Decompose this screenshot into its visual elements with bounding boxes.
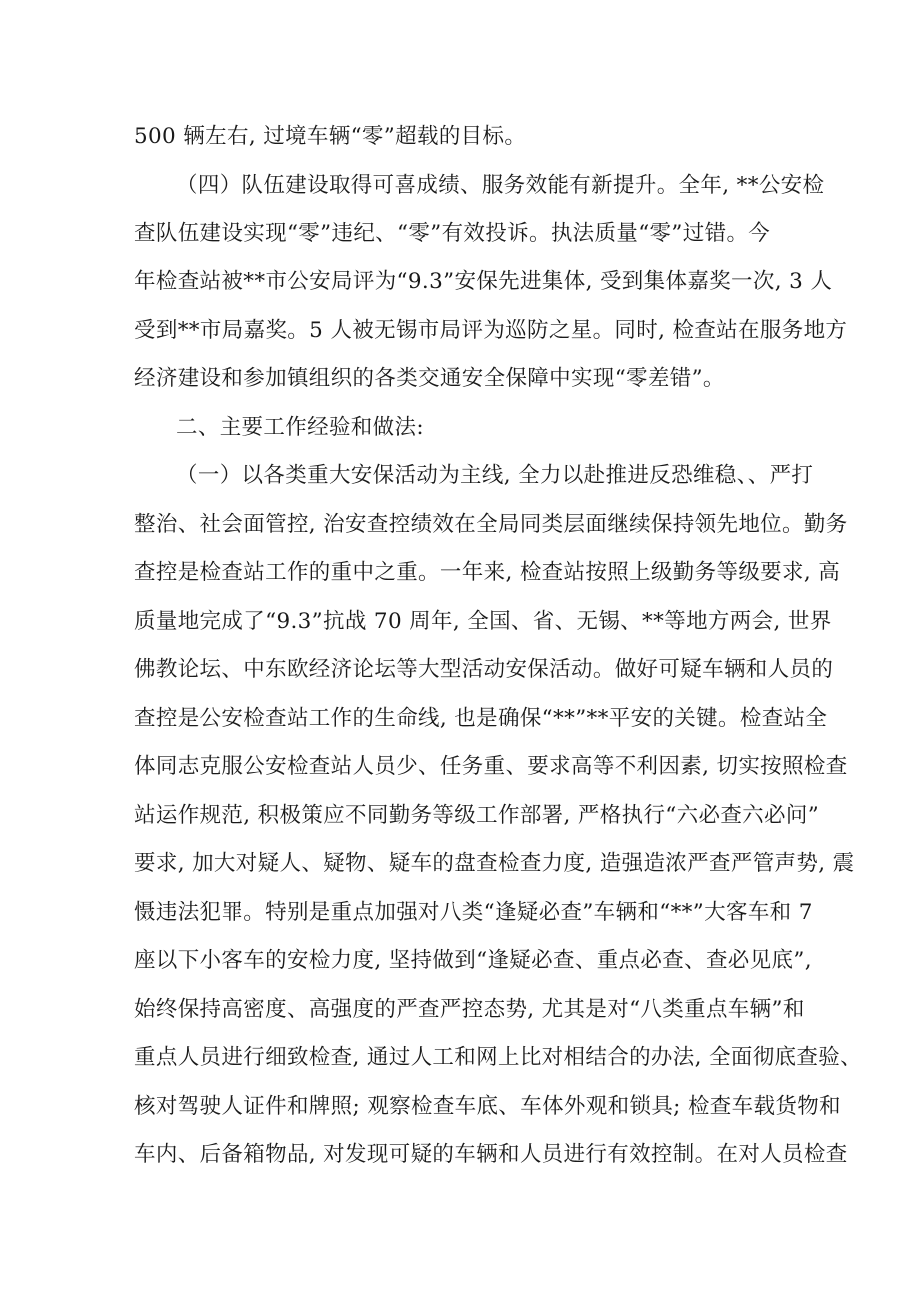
text-line-6: 经济建设和参加镇组织的各类交通安全保障中实现“零差错”。 [134, 366, 725, 391]
text-line-15: 站运作规范, 积极策应不同勤务等级工作部署, 严格执行“六必查六必问” [134, 803, 820, 828]
text-line-9: 整治、社会面管控, 治安查控绩效在全局同类层面继续保持领先地位。勤务 [134, 512, 848, 537]
text-line-22: 车内、后备箱物品, 对发现可疑的车辆和人员进行有效控制。在对人员检查 [134, 1142, 848, 1167]
text-line-4: 年检查站被**市公安局评为“9.3”安保先进集体, 受到集体嘉奖一次, 3 人 [134, 269, 833, 294]
text-line-21: 核对驾驶人证件和牌照; 观察检查车底、车体外观和锁具; 检查车载货物和 [134, 1094, 841, 1119]
text-line-1: 500 辆左右, 过境车辆“零”超载的目标。 [134, 124, 527, 149]
text-line-3: 查队伍建设实现“零”违纪、“零”有效投诉。执法质量“零”过错。今 [134, 221, 771, 246]
text-line-16: 要求, 加大对疑人、疑物、疑车的盘查检查力度, 造强造浓严查严管声势, 震 [134, 851, 855, 876]
text-line-8: （一）以各类重大安保活动为主线, 全力以赴推进反恐维稳、、严打 [176, 463, 814, 488]
text-line-2: （四）队伍建设取得可喜成绩、服务效能有新提升。全年, **公安检 [176, 173, 825, 198]
text-line-14: 体同志克服公安检查站人员少、任务重、要求高等不利因素, 切实按照检查 [134, 754, 848, 779]
text-line-20: 重点人员进行细致检查, 通过人工和网上比对相结合的办法, 全面彻底查验、 [134, 1045, 862, 1070]
text-line-13: 查控是公安检查站工作的生命线, 也是确保“**”**平安的关键。检查站全 [134, 706, 828, 731]
section-heading: 二、主要工作经验和做法: [176, 415, 424, 440]
text-line-12: 佛教论坛、中东欧经济论坛等大型活动安保活动。做好可疑车辆和人员的 [134, 657, 834, 682]
text-line-18: 座以下小客车的安检力度, 坚持做到“逢疑必查、重点必查、查必见底”, [134, 948, 812, 973]
text-line-5: 受到**市局嘉奖。5 人被无锡市局评为巡防之星。同时, 检查站在服务地方 [134, 318, 848, 343]
text-line-17: 慑违法犯罪。特别是重点加强对八类“逢疑必查”车辆和“**”大客车和 7 [134, 900, 813, 925]
text-line-19: 始终保持高密度、高强度的严查严控态势, 尤其是对“八类重点车辆”和 [134, 997, 805, 1022]
text-line-11: 质量地完成了“9.3”抗战 70 周年, 全国、省、无锡、**等地方两会, 世界 [134, 609, 832, 634]
text-line-10: 查控是检查站工作的重中之重。一年来, 检查站按照上级勤务等级要求, 高 [134, 560, 841, 585]
